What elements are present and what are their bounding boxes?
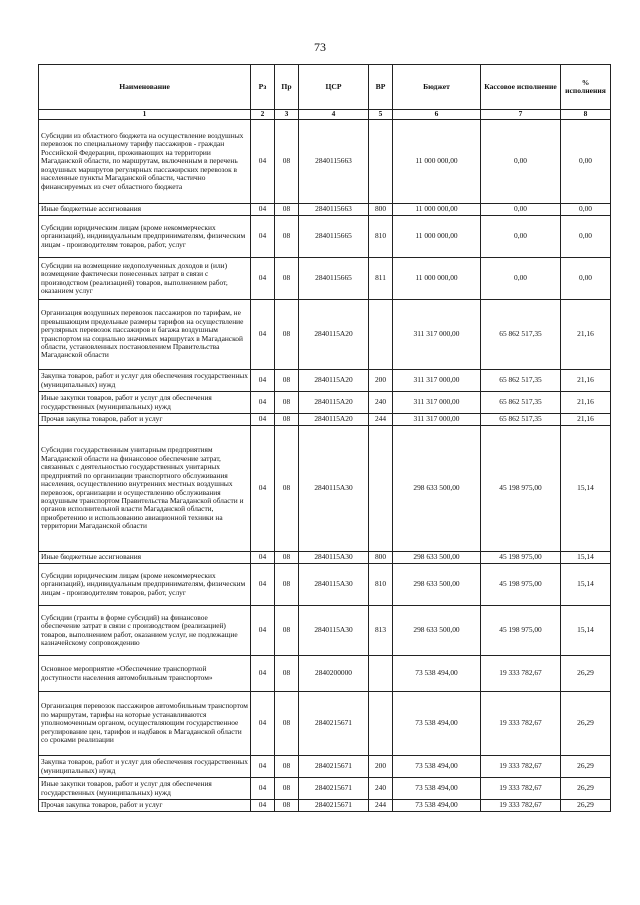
header-name: Наименование bbox=[39, 65, 251, 110]
cell-percent: 26,29 bbox=[561, 692, 611, 756]
cell-rz: 04 bbox=[251, 552, 275, 564]
column-number: 5 bbox=[369, 110, 393, 120]
table-row bbox=[39, 426, 611, 552]
column-number: 8 bbox=[561, 110, 611, 120]
cell-name: Иные закупки товаров, работ и услуг для обеспечения государственных (муниципальных) нужд bbox=[39, 392, 251, 414]
cell-vr: 810 bbox=[369, 564, 393, 606]
header-budget: Бюджет bbox=[393, 65, 481, 110]
cell-percent: 26,29 bbox=[561, 756, 611, 778]
header-csr: ЦСР bbox=[299, 65, 369, 110]
column-number: 4 bbox=[299, 110, 369, 120]
table-row bbox=[39, 258, 611, 300]
cell-vr: 810 bbox=[369, 216, 393, 258]
header-cash: Кассовое исполнение bbox=[481, 65, 561, 110]
cell-rz: 04 bbox=[251, 778, 275, 800]
cell-budget: 73 538 494,00 bbox=[393, 800, 481, 812]
cell-rz: 04 bbox=[251, 300, 275, 370]
cell-budget: 73 538 494,00 bbox=[393, 756, 481, 778]
cell-csr: 2840115663 bbox=[299, 120, 369, 204]
cell-csr: 2840115А20 bbox=[299, 392, 369, 414]
cell-budget: 298 633 500,00 bbox=[393, 426, 481, 552]
table-body bbox=[39, 120, 611, 812]
cell-percent: 0,00 bbox=[561, 258, 611, 300]
cell-vr: 813 bbox=[369, 606, 393, 656]
cell-percent: 0,00 bbox=[561, 204, 611, 216]
cell-percent: 0,00 bbox=[561, 216, 611, 258]
cell-rz: 04 bbox=[251, 692, 275, 756]
cell-cash: 19 333 782,67 bbox=[481, 778, 561, 800]
cell-percent: 15,14 bbox=[561, 552, 611, 564]
table-row bbox=[39, 778, 611, 800]
cell-cash: 0,00 bbox=[481, 204, 561, 216]
cell-percent: 21,16 bbox=[561, 414, 611, 426]
cell-rz: 04 bbox=[251, 414, 275, 426]
cell-csr: 2840115663 bbox=[299, 204, 369, 216]
cell-name: Иные закупки товаров, работ и услуг для обеспечения государственных (муниципальных) нужд bbox=[39, 778, 251, 800]
cell-cash: 19 333 782,67 bbox=[481, 800, 561, 812]
cell-vr: 800 bbox=[369, 552, 393, 564]
cell-percent: 0,00 bbox=[561, 120, 611, 204]
table-row bbox=[39, 800, 611, 812]
cell-pr: 08 bbox=[275, 216, 299, 258]
cell-csr: 2840115665 bbox=[299, 258, 369, 300]
cell-percent: 26,29 bbox=[561, 800, 611, 812]
cell-name: Субсидии юридическим лицам (кроме некоммерческих организаций), индивидуальным предпринимателям, физическим лицам - производителям товаров, работ, услуг bbox=[39, 216, 251, 258]
cell-name: Субсидии юридическим лицам (кроме некоммерческих организаций), индивидуальным предпринимателям, физическим лицам - производителям товаров, работ, услуг bbox=[39, 564, 251, 606]
table-row bbox=[39, 370, 611, 392]
cell-percent: 21,16 bbox=[561, 370, 611, 392]
table-row bbox=[39, 120, 611, 204]
cell-csr: 2840115А30 bbox=[299, 564, 369, 606]
cell-name: Закупка товаров, работ и услуг для обеспечения государственных (муниципальных) нужд bbox=[39, 756, 251, 778]
cell-vr: 240 bbox=[369, 778, 393, 800]
cell-pr: 08 bbox=[275, 692, 299, 756]
table-row bbox=[39, 656, 611, 692]
table-row bbox=[39, 606, 611, 656]
cell-vr: 244 bbox=[369, 414, 393, 426]
cell-cash: 0,00 bbox=[481, 216, 561, 258]
table-row bbox=[39, 300, 611, 370]
cell-pr: 08 bbox=[275, 258, 299, 300]
cell-budget: 298 633 500,00 bbox=[393, 564, 481, 606]
page-number: 73 bbox=[314, 40, 326, 54]
cell-cash: 45 198 975,00 bbox=[481, 552, 561, 564]
table-row bbox=[39, 204, 611, 216]
cell-rz: 04 bbox=[251, 258, 275, 300]
cell-cash: 19 333 782,67 bbox=[481, 692, 561, 756]
cell-pr: 08 bbox=[275, 606, 299, 656]
cell-vr bbox=[369, 120, 393, 204]
cell-pr: 08 bbox=[275, 656, 299, 692]
cell-name: Закупка товаров, работ и услуг для обеспечения государственных (муниципальных) нужд bbox=[39, 370, 251, 392]
column-number-row bbox=[39, 110, 611, 120]
cell-budget: 311 317 000,00 bbox=[393, 300, 481, 370]
cell-vr: 200 bbox=[369, 756, 393, 778]
cell-pr: 08 bbox=[275, 370, 299, 392]
table-row bbox=[39, 756, 611, 778]
cell-cash: 19 333 782,67 bbox=[481, 656, 561, 692]
cell-budget: 73 538 494,00 bbox=[393, 778, 481, 800]
cell-percent: 26,29 bbox=[561, 656, 611, 692]
cell-budget: 311 317 000,00 bbox=[393, 370, 481, 392]
column-number: 6 bbox=[393, 110, 481, 120]
table-row bbox=[39, 564, 611, 606]
cell-name: Основное мероприятие «Обеспечение транспортной доступности населения автомобильным транспортом» bbox=[39, 656, 251, 692]
cell-vr: 240 bbox=[369, 392, 393, 414]
column-number: 3 bbox=[275, 110, 299, 120]
cell-pr: 08 bbox=[275, 800, 299, 812]
cell-pr: 08 bbox=[275, 552, 299, 564]
cell-vr bbox=[369, 656, 393, 692]
cell-pr: 08 bbox=[275, 564, 299, 606]
cell-name: Субсидии государственным унитарным предприятиям Магаданской области на финансовое обеспечение затрат, связанных с деятельностью государственных унитарных предприятий по организации транспортного обслуживания населения, осуществлению внутренних местных воздушных перевозок, организации и осуществлению обслуживания воздушным транспортом Правительства Магаданской области и органов исполнительной власти Магаданской области, приобретению и использованию авиационной техники на территории Магаданской области bbox=[39, 426, 251, 552]
cell-csr: 2840200000 bbox=[299, 656, 369, 692]
cell-budget: 311 317 000,00 bbox=[393, 392, 481, 414]
cell-budget: 73 538 494,00 bbox=[393, 656, 481, 692]
cell-cash: 0,00 bbox=[481, 258, 561, 300]
cell-name: Субсидии (гранты в форме субсидий) на финансовое обеспечение затрат в связи с производством (реализацией) товаров, выполнением работ, оказанием услуг, не подлежащие казначейскому сопровождению bbox=[39, 606, 251, 656]
cell-vr: 200 bbox=[369, 370, 393, 392]
cell-pr: 08 bbox=[275, 426, 299, 552]
cell-budget: 298 633 500,00 bbox=[393, 606, 481, 656]
cell-budget: 11 000 000,00 bbox=[393, 258, 481, 300]
cell-vr bbox=[369, 426, 393, 552]
cell-name: Прочая закупка товаров, работ и услуг bbox=[39, 800, 251, 812]
cell-rz: 04 bbox=[251, 120, 275, 204]
cell-csr: 2840115665 bbox=[299, 216, 369, 258]
cell-name: Прочая закупка товаров, работ и услуг bbox=[39, 414, 251, 426]
cell-percent: 15,14 bbox=[561, 606, 611, 656]
cell-budget: 73 538 494,00 bbox=[393, 692, 481, 756]
cell-rz: 04 bbox=[251, 204, 275, 216]
cell-percent: 26,29 bbox=[561, 778, 611, 800]
cell-budget: 298 633 500,00 bbox=[393, 552, 481, 564]
cell-pr: 08 bbox=[275, 778, 299, 800]
table-row bbox=[39, 552, 611, 564]
cell-rz: 04 bbox=[251, 426, 275, 552]
cell-pr: 08 bbox=[275, 300, 299, 370]
table-row bbox=[39, 692, 611, 756]
table-row bbox=[39, 392, 611, 414]
cell-rz: 04 bbox=[251, 392, 275, 414]
cell-csr: 2840115А20 bbox=[299, 370, 369, 392]
cell-csr: 2840115А30 bbox=[299, 606, 369, 656]
cell-rz: 04 bbox=[251, 606, 275, 656]
cell-csr: 2840115А20 bbox=[299, 414, 369, 426]
cell-cash: 19 333 782,67 bbox=[481, 756, 561, 778]
cell-name: Иные бюджетные ассигнования bbox=[39, 204, 251, 216]
cell-budget: 11 000 000,00 bbox=[393, 216, 481, 258]
cell-percent: 21,16 bbox=[561, 300, 611, 370]
cell-rz: 04 bbox=[251, 656, 275, 692]
cell-csr: 2840215671 bbox=[299, 756, 369, 778]
cell-csr: 2840215671 bbox=[299, 692, 369, 756]
cell-budget: 11 000 000,00 bbox=[393, 204, 481, 216]
cell-rz: 04 bbox=[251, 370, 275, 392]
header-vr: ВР bbox=[369, 65, 393, 110]
cell-name: Субсидии на возмещение недополученных доходов и (или) возмещение фактически понесенных затрат в связи с производством (реализацией) товаров, выполнением работ, оказанием услуг bbox=[39, 258, 251, 300]
cell-vr: 811 bbox=[369, 258, 393, 300]
header-rz: Рз bbox=[251, 65, 275, 110]
cell-csr: 2840215671 bbox=[299, 800, 369, 812]
header-pr: Пр bbox=[275, 65, 299, 110]
table-row bbox=[39, 414, 611, 426]
cell-pr: 08 bbox=[275, 120, 299, 204]
cell-csr: 2840215671 bbox=[299, 778, 369, 800]
cell-pr: 08 bbox=[275, 414, 299, 426]
cell-csr: 2840115А30 bbox=[299, 426, 369, 552]
cell-cash: 65 862 517,35 bbox=[481, 370, 561, 392]
cell-rz: 04 bbox=[251, 756, 275, 778]
cell-vr: 800 bbox=[369, 204, 393, 216]
cell-vr bbox=[369, 692, 393, 756]
cell-pr: 08 bbox=[275, 204, 299, 216]
cell-cash: 65 862 517,35 bbox=[481, 392, 561, 414]
cell-percent: 15,14 bbox=[561, 426, 611, 552]
cell-vr bbox=[369, 300, 393, 370]
column-number: 2 bbox=[251, 110, 275, 120]
cell-rz: 04 bbox=[251, 564, 275, 606]
cell-percent: 21,16 bbox=[561, 392, 611, 414]
column-number: 7 bbox=[481, 110, 561, 120]
cell-cash: 65 862 517,35 bbox=[481, 414, 561, 426]
column-number: 1 bbox=[39, 110, 251, 120]
cell-pr: 08 bbox=[275, 756, 299, 778]
cell-vr: 244 bbox=[369, 800, 393, 812]
cell-cash: 45 198 975,00 bbox=[481, 426, 561, 552]
cell-name: Организация воздушных перевозок пассажиров по тарифам, не превышающим предельные размеры тарифов на осуществление регулярных перевозок пассажиров и багажа воздушным транспортом на социально значимых маршрутах в Магаданской области, установленных постановлением Правительства Магаданской области bbox=[39, 300, 251, 370]
cell-name: Организация перевозок пассажиров автомобильным транспортом по маршрутам, тарифы на которые устанавливаются уполномоченным органом, осуществляющим государственное регулирование цен, тарифов и надбавок в Магаданской области со сроками реализации bbox=[39, 692, 251, 756]
cell-rz: 04 bbox=[251, 800, 275, 812]
cell-name: Субсидии из областного бюджета на осуществление воздушных перевозок по специальному тарифу пассажиров - граждан Российской Федерации, проживающих на территории Магаданской области, по маршрутам, включенным в перечень воздушных маршрутов регулярных пассажирских перевозок в населенные пункты Магаданской области, частично финансируемых из счет областного бюджета bbox=[39, 120, 251, 204]
cell-budget: 311 317 000,00 bbox=[393, 414, 481, 426]
cell-rz: 04 bbox=[251, 216, 275, 258]
cell-cash: 0,00 bbox=[481, 120, 561, 204]
cell-name: Иные бюджетные ассигнования bbox=[39, 552, 251, 564]
cell-cash: 45 198 975,00 bbox=[481, 564, 561, 606]
cell-cash: 65 862 517,35 bbox=[481, 300, 561, 370]
cell-budget: 11 000 000,00 bbox=[393, 120, 481, 204]
table-row bbox=[39, 216, 611, 258]
cell-csr: 2840115А20 bbox=[299, 300, 369, 370]
cell-pr: 08 bbox=[275, 392, 299, 414]
budget-execution-table bbox=[38, 64, 611, 812]
cell-percent: 15,14 bbox=[561, 564, 611, 606]
header-percent: % исполнения bbox=[561, 65, 611, 110]
header-row bbox=[39, 65, 611, 110]
cell-csr: 2840115А30 bbox=[299, 552, 369, 564]
cell-cash: 45 198 975,00 bbox=[481, 606, 561, 656]
